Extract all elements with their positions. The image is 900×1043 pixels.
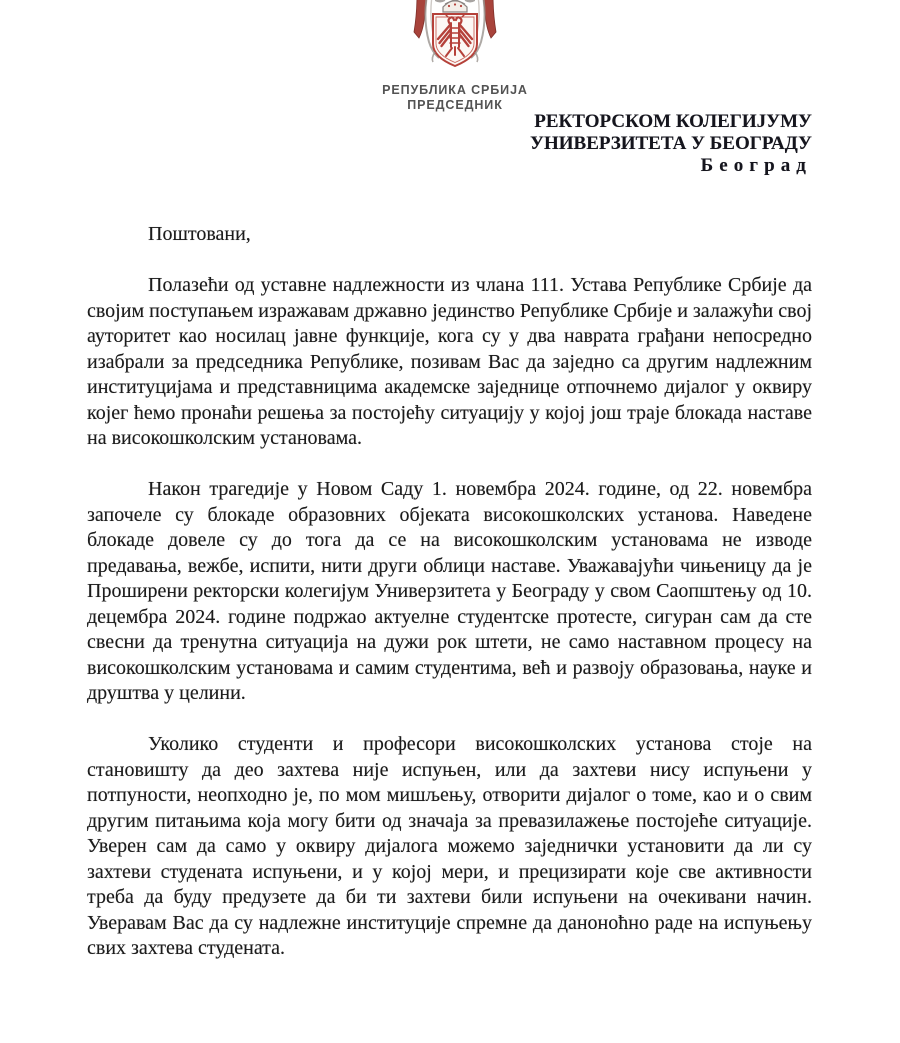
recipient-line2: УНИВЕРЗИТЕТА У БЕОГРАДУ xyxy=(530,133,812,154)
letterhead-country: РЕПУБЛИКА СРБИЈА xyxy=(382,83,528,97)
letterhead-caption xyxy=(5,83,900,113)
recipient-line1: РЕКТОРСКОМ КОЛЕГИЈУМУ xyxy=(534,111,812,132)
paragraph-2: Након трагедије у Новом Саду 1. новембра 2024. године, од 22. новембра започеле су блокаде образовних објеката високошколских установа. Наведене блокаде довеле су до тога да се на високошколским установама не изводе предавања, вежбе, испити, нити други облици наставе. Уважавајући чињеницу да је Проширени ректорски колегијум Универзитета у Београду у свом Саопштењу од 10. децембра 2024. године подржао актуелне студентске протесте, сигуран сам да сте свесни да тренутна ситуација на дужи рок штети, не само наставном процесу на високошколским установама и самим студентима, већ и развоју образовања, науке и друштва у целини. xyxy=(87,478,812,704)
letterhead-office: ПРЕДСЕДНИК xyxy=(407,98,503,112)
salutation: Поштовани, xyxy=(148,223,251,245)
recipient-block xyxy=(530,111,812,177)
serbia-coat-of-arms-icon xyxy=(403,0,507,78)
paragraph-1: Полазећи од уставне надлежности из члана 111. Устава Републике Србије да својим поступањем изражавам државно јединство Републике Србије и залажући свој ауторитет као носилац јавне функције, кога су у два наврата грађани непосредно изабрали за председника Републике, позивам Вас да заједно са другим надлежним институцијама и представницима академске заједнице отпочнемо дијалог у оквиру којег ћемо пронаћи решења за постојећу ситуацију у којој још траје блокада наставе на високошколским установама. xyxy=(87,274,812,449)
paragraph-3: Уколико студенти и професори високошколских установа стоје на становишту да део захтева није испуњен, или да захтеви нису испуњени у потпуности, неопходно је, по мом мишљењу, отворити дијалог о томе, као и о свим другим питањима која могу бити од значаја за превазилажење постојеће ситуације. Уверен сам да само у оквиру дијалога можемо заједнички установити да ли су захтеви студената испуњени, и у којој мери, и прецизирати које све активности треба да буду предузете да би ти захтеви били испуњени на очекивани начин. Уверавам Вас да су надлежне институције спремне да даноноћно раде на испуњењу свих захтева студената. xyxy=(87,733,812,959)
letter-body xyxy=(87,222,812,962)
recipient-city: Београд xyxy=(700,155,812,176)
